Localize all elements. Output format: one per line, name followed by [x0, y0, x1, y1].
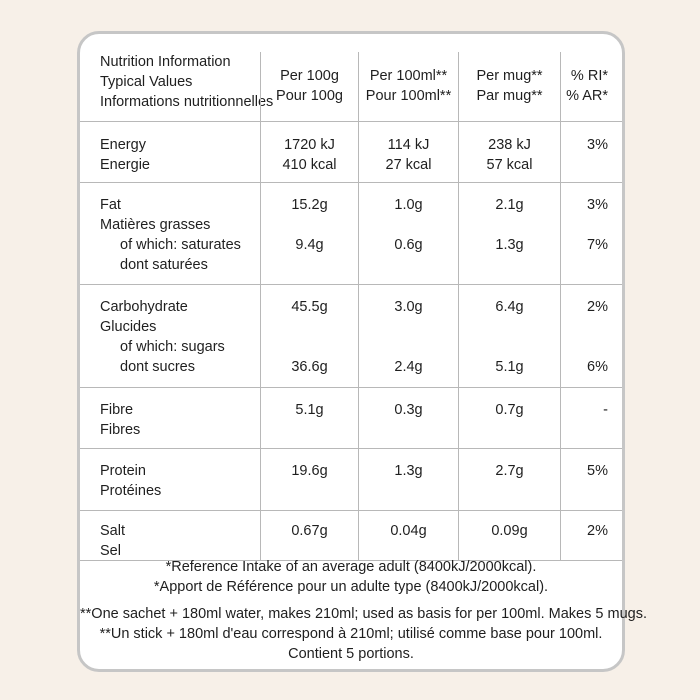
- header-per100g-fr: Pour 100g: [276, 88, 343, 104]
- table-row-carbohydrate: [80, 285, 622, 388]
- header-per100ml-fr: Pour 100ml**: [365, 88, 452, 104]
- saturates-ri-value: 7%: [587, 237, 608, 253]
- energy-per100ml-kj: 114 kJ: [387, 137, 430, 153]
- fibre-per100ml-value: 0.3g: [394, 402, 423, 418]
- energy-permug: [458, 122, 560, 182]
- protein-ri: [560, 449, 622, 510]
- carbohydrate-permug: [458, 285, 560, 387]
- fat-permug-value: 2.1g: [495, 197, 524, 213]
- protein-label-en: Protein: [100, 463, 146, 479]
- serving-note-en: **One sachet + 180ml water, makes 210ml; used as basis for per 100ml. Makes 5 mugs.: [80, 606, 647, 622]
- fibre-per100ml: [358, 388, 458, 448]
- energy-ri-value: 3%: [587, 137, 608, 153]
- portions-note: Contient 5 portions.: [288, 646, 414, 662]
- saturates-permug-value: 1.3g: [495, 237, 524, 253]
- salt-per100ml-value: 0.04g: [390, 523, 427, 539]
- header-label-cell: [80, 52, 274, 121]
- sugars-ri-value: 6%: [587, 359, 608, 375]
- salt-permug-value: 0.09g: [491, 523, 528, 539]
- energy-permug-kcal: 57 kcal: [486, 157, 533, 173]
- fibre-per100g: [260, 388, 358, 448]
- header-per100ml-en: Per 100ml**: [369, 68, 448, 84]
- protein-permug: [458, 449, 560, 510]
- carbohydrate-label-fr: Glucides: [100, 319, 157, 335]
- table-header-row: [80, 52, 622, 122]
- energy-permug-kj: 238 kJ: [488, 137, 531, 153]
- sugars-label-en: of which: sugars: [120, 339, 225, 355]
- header-per100g-en: Per 100g: [280, 68, 339, 84]
- saturates-per100g-value: 9.4g: [295, 237, 324, 253]
- header-per100ml: [358, 52, 458, 121]
- salt-permug: [458, 511, 560, 561]
- table-row-salt: [80, 511, 622, 561]
- header-permug-en: Per mug**: [476, 68, 543, 84]
- protein-per100g: [260, 449, 358, 510]
- fibre-label-en: Fibre: [100, 402, 134, 418]
- nutrition-table: [80, 52, 622, 561]
- reference-intake-en: *Reference Intake of an average adult (8400kJ/2000kcal).: [165, 559, 537, 575]
- header-ri: [560, 52, 622, 121]
- fat-label-en: Fat: [100, 197, 121, 213]
- fat-per100g-value: 15.2g: [291, 197, 328, 213]
- reference-intake-footnote: [80, 557, 622, 597]
- fat-ri: [560, 183, 622, 284]
- fibre-per100g-value: 5.1g: [295, 402, 324, 418]
- saturates-label-en: of which: saturates: [120, 237, 241, 253]
- sugars-per100ml-value: 2.4g: [394, 359, 423, 375]
- reference-intake-fr: *Apport de Référence pour un adulte type (8400kJ/2000kcal).: [153, 579, 549, 595]
- protein-per100g-value: 19.6g: [291, 463, 328, 479]
- saturates-per100ml-value: 0.6g: [394, 237, 423, 253]
- salt-ri: [560, 511, 622, 561]
- fat-per100ml-value: 1.0g: [394, 197, 423, 213]
- fibre-permug: [458, 388, 560, 448]
- carbohydrate-per100ml: [358, 285, 458, 387]
- carbohydrate-per100g: [260, 285, 358, 387]
- sugars-permug-value: 5.1g: [495, 359, 524, 375]
- header-per100g: [260, 52, 358, 121]
- protein-ri-value: 5%: [587, 463, 608, 479]
- protein-permug-value: 2.7g: [495, 463, 524, 479]
- header-ri-en: % RI*: [570, 68, 608, 84]
- salt-per100ml: [358, 511, 458, 561]
- protein-per100ml: [358, 449, 458, 510]
- energy-label-en: Energy: [100, 137, 146, 153]
- saturates-label-fr: dont saturées: [120, 257, 208, 273]
- protein-per100ml-value: 1.3g: [394, 463, 423, 479]
- fibre-permug-value: 0.7g: [495, 402, 524, 418]
- header-french-title: Informations nutritionnelles: [100, 94, 274, 110]
- energy-per100ml-kcal: 27 kcal: [385, 157, 432, 173]
- serving-note-fr: **Un stick + 180ml d'eau correspond à 210ml; utilisé comme base pour 100ml.: [99, 626, 603, 642]
- table-row-protein: [80, 449, 622, 511]
- fat-permug: [458, 183, 560, 284]
- carbohydrate-ri-value: 2%: [587, 299, 608, 315]
- fibre-label: [80, 388, 260, 448]
- energy-per100g: [260, 122, 358, 182]
- salt-ri-value: 2%: [587, 523, 608, 539]
- header-permug-fr: Par mug**: [476, 88, 543, 104]
- header-ri-fr: % AR*: [566, 88, 608, 104]
- salt-per100g: [260, 511, 358, 561]
- fat-per100g: [260, 183, 358, 284]
- energy-ri: [560, 122, 622, 182]
- fibre-ri-value: -: [603, 402, 608, 418]
- fibre-ri: [560, 388, 622, 448]
- energy-per100g-kcal: 410 kcal: [282, 157, 337, 173]
- table-row-fibre: [80, 388, 622, 449]
- energy-label: [80, 122, 260, 182]
- fat-label-fr: Matières grasses: [100, 217, 211, 233]
- carbohydrate-permug-value: 6.4g: [495, 299, 524, 315]
- carbohydrate-label: [80, 285, 260, 387]
- fat-per100ml: [358, 183, 458, 284]
- salt-per100g-value: 0.67g: [291, 523, 328, 539]
- table-row-fat: [80, 183, 622, 285]
- protein-label: [80, 449, 260, 510]
- sugars-label-fr: dont sucres: [120, 359, 195, 375]
- energy-per100g-kj: 1720 kJ: [284, 137, 335, 153]
- carbohydrate-per100g-value: 45.5g: [291, 299, 328, 315]
- serving-footnote: [80, 604, 647, 664]
- salt-label: [80, 511, 260, 561]
- header-title: Nutrition Information: [100, 54, 231, 70]
- energy-label-fr: Energie: [100, 157, 150, 173]
- fat-label: [80, 183, 260, 284]
- salt-label-en: Salt: [100, 523, 125, 539]
- energy-per100ml: [358, 122, 458, 182]
- header-permug: [458, 52, 560, 121]
- sugars-per100g-value: 36.6g: [291, 359, 328, 375]
- salt-label-fr: Sel: [100, 543, 121, 559]
- protein-label-fr: Protéines: [100, 483, 162, 499]
- carbohydrate-per100ml-value: 3.0g: [394, 299, 423, 315]
- carbohydrate-ri: [560, 285, 622, 387]
- carbohydrate-label-en: Carbohydrate: [100, 299, 188, 315]
- nutrition-panel: [77, 31, 647, 672]
- table-row-energy: [80, 122, 622, 183]
- fat-ri-value: 3%: [587, 197, 608, 213]
- header-typical-values: Typical Values: [100, 74, 193, 90]
- fibre-label-fr: Fibres: [100, 422, 141, 438]
